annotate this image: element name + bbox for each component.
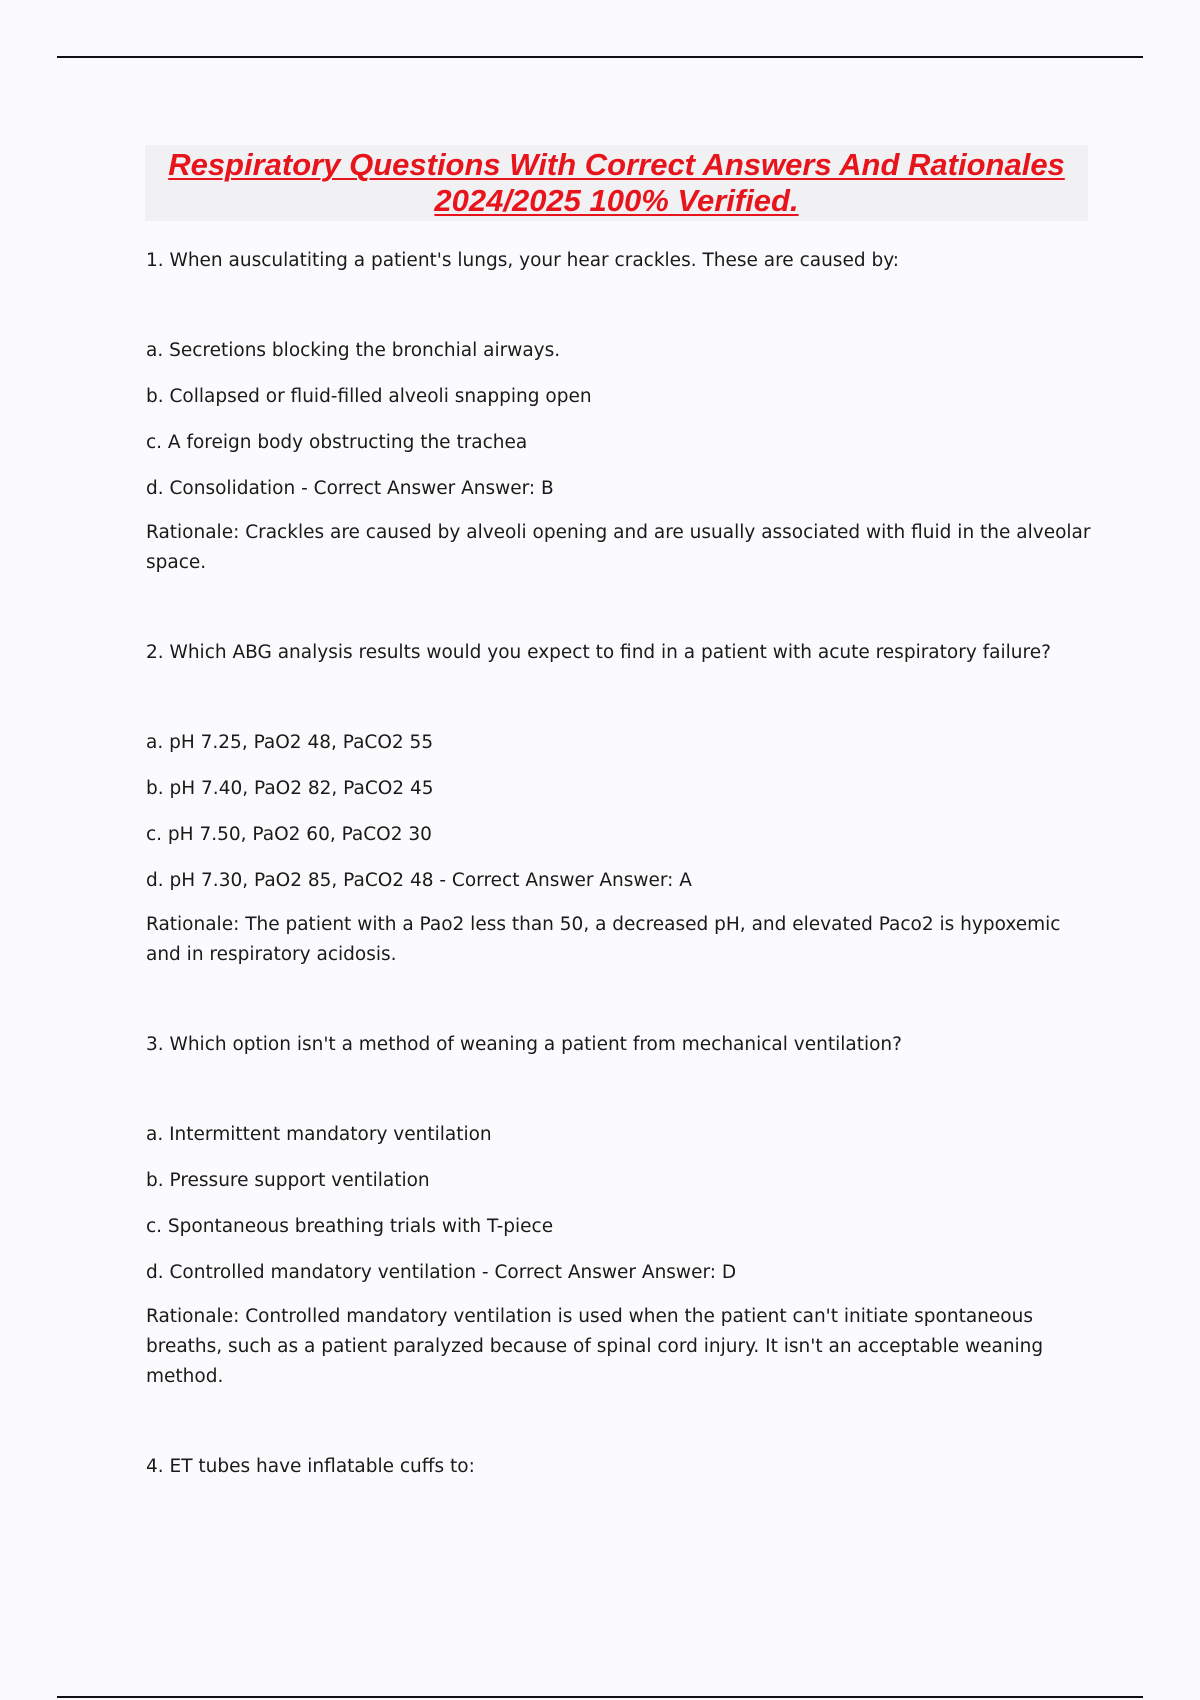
question-text: 1. When ausculatiting a patient's lungs, your hear crackles. These are caused by: — [146, 250, 900, 271]
header-rule — [57, 56, 1143, 58]
question-2 — [146, 638, 1096, 970]
question-text: 4. ET tubes have inflatable cuffs to: — [146, 1456, 475, 1477]
question-4 — [146, 1452, 1096, 1482]
option-a: a. Intermittent mandatory ventilation — [146, 1124, 492, 1145]
option-c: c. Spontaneous breathing trials with T-piece — [146, 1216, 554, 1237]
question-text: 2. Which ABG analysis results would you expect to find in a patient with acute respiratory failure? — [146, 642, 1051, 663]
option-c: c. A foreign body obstructing the trachea — [146, 432, 528, 453]
option-d-answer: d. Controlled mandatory ventilation - Correct Answer Answer: D — [146, 1262, 737, 1283]
option-b: b. Collapsed or fluid-filled alveoli snapping open — [146, 386, 592, 407]
option-d-answer: d. Consolidation - Correct Answer Answer: B — [146, 478, 554, 499]
rationale: Rationale: Crackles are caused by alveoli opening and are usually associated with fluid in the alveolar space. — [146, 522, 1091, 573]
option-b: b. pH 7.40, PaO2 82, PaCO2 45 — [146, 778, 434, 799]
title-line-2: 2024/2025 100% Verified. — [434, 183, 799, 218]
option-d-answer: d. pH 7.30, PaO2 85, PaCO2 48 - Correct Answer Answer: A — [146, 870, 692, 891]
title-line-1: Respiratory Questions With Correct Answers And Rationales — [168, 147, 1065, 182]
option-c: c. pH 7.50, PaO2 60, PaCO2 30 — [146, 824, 432, 845]
question-1 — [146, 246, 1096, 578]
rationale: Rationale: The patient with a Pao2 less than 50, a decreased pH, and elevated Paco2 is hypoxemic and in respiratory acidosis. — [146, 914, 1061, 965]
question-text: 3. Which option isn't a method of weaning a patient from mechanical ventilation? — [146, 1034, 902, 1055]
document-title — [145, 145, 1088, 221]
question-3 — [146, 1030, 1096, 1392]
question-list — [146, 246, 1096, 1542]
option-a: a. pH 7.25, PaO2 48, PaCO2 55 — [146, 732, 434, 753]
rationale: Rationale: Controlled mandatory ventilation is used when the patient can't initiate spontaneous breaths, such as a patient paralyzed because of spinal cord injury. It isn't an acceptable weaning method. — [146, 1306, 1044, 1387]
option-b: b. Pressure support ventilation — [146, 1170, 430, 1191]
footer-rule — [57, 1696, 1143, 1698]
option-a: a. Secretions blocking the bronchial airways. — [146, 340, 561, 361]
